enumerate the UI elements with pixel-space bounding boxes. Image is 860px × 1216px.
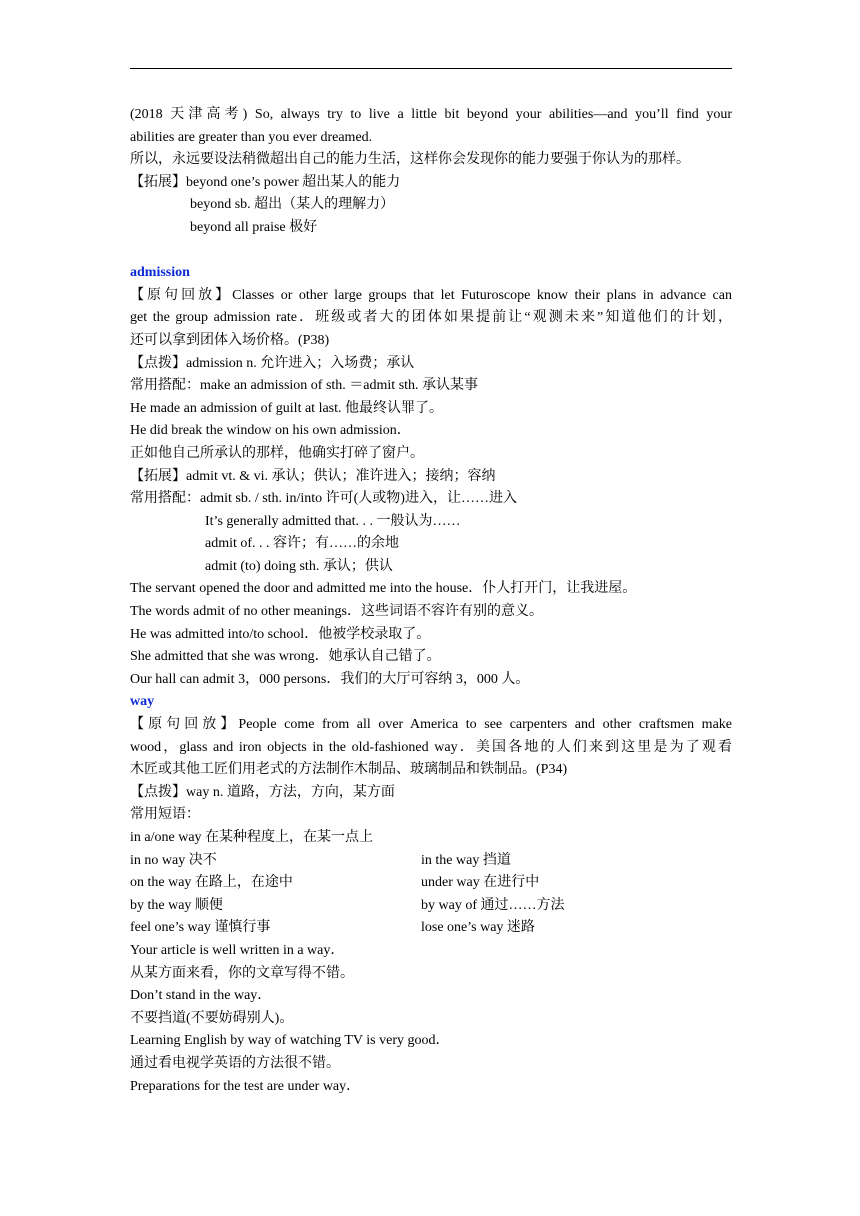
text-line: It’s generally admitted that. . . 一般认为…… bbox=[205, 513, 461, 529]
text-line: Your article is well written in a way． bbox=[130, 942, 345, 958]
text-line: 木匠或其他工匠们用老式的方法制作木制品、玻璃制品和铁制品。(P34) bbox=[130, 762, 568, 778]
text-line: 常用搭配：make an admission of sth. ＝admit sth. 承认某事 bbox=[130, 378, 479, 394]
text-line: 正如他自己所承认的那样，他确实打碎了窗户。 bbox=[130, 445, 424, 461]
text-line: get the group admission rate．班级或者大的团体如果提前让“观测未来”知道他们的计划， bbox=[130, 310, 732, 326]
text-line: She admitted that she was wrong．她承认自己错了。 bbox=[130, 649, 441, 665]
phrase-left: on the way 在路上，在途中 bbox=[130, 875, 293, 891]
text-line: (2018 天津高考) So, always try to live a little bit beyond your abilities—and you’ll find your bbox=[130, 107, 732, 122]
text-line: 还可以拿到团体入场价格。(P38) bbox=[130, 332, 330, 348]
text-line: 【原句回放】People come from all over America to see carpenters and other craftsmen make bbox=[130, 717, 732, 733]
document-body bbox=[130, 104, 732, 1098]
text-line: 【拓展】beyond one’s power 超出某人的能力 bbox=[130, 174, 401, 190]
phrase-right: under way 在进行中 bbox=[421, 875, 540, 891]
text-line: 常用搭配：admit sb. / sth. in/into 许可(人或物)进入，让……进入 bbox=[130, 491, 517, 507]
text-line: 【点拨】way n. 道路，方法，方向，某方面 bbox=[130, 784, 395, 800]
phrase-left: by the way 顺便 bbox=[130, 897, 223, 913]
text-line: The words admit of no other meanings．这些词语不容许有别的意义。 bbox=[130, 604, 543, 620]
phrase-right: in the way 挡道 bbox=[421, 852, 511, 868]
phrase-row bbox=[130, 850, 732, 873]
text-line: wood，glass and iron objects in the old-fashioned way．美国各地的人们来到这里是为了观看 bbox=[130, 739, 732, 755]
text-line: He did break the window on his own admission． bbox=[130, 423, 411, 439]
phrase-left: feel one’s way 谨慎行事 bbox=[130, 920, 271, 936]
text-line: 通过看电视学英语的方法很不错。 bbox=[130, 1055, 340, 1071]
text-line: 不要挡道(不要妨碍别人)。 bbox=[130, 1010, 294, 1026]
text-line: Our hall can admit 3，000 persons．我们的大厅可容纳 3，000 人。 bbox=[130, 671, 530, 687]
text-line: The servant opened the door and admitted me into the house．仆人打开门，让我进屋。 bbox=[130, 581, 637, 597]
text-line: Preparations for the test are under way． bbox=[130, 1078, 361, 1094]
section-heading-admission: admission bbox=[130, 265, 190, 281]
text-line: 【点拨】admission n. 允许进入；入场费；承认 bbox=[130, 355, 415, 371]
text-line: in a/one way 在某种程度上，在某一点上 bbox=[130, 830, 374, 845]
text-line: abilities are greater than you ever dreamed. bbox=[130, 129, 373, 145]
text-line: admit (to) doing sth. 承认；供认 bbox=[205, 558, 393, 574]
text-line: 常用短语： bbox=[130, 807, 200, 823]
text-line: 从某方面来看，你的文章写得不错。 bbox=[130, 965, 354, 981]
section-heading-way: way bbox=[130, 694, 155, 710]
text-line: 所以，永远要设法稍微超出自己的能力生活，这样你会发现你的能力要强于你认为的那样。 bbox=[130, 152, 690, 168]
phrase-row bbox=[130, 872, 732, 895]
text-line: He made an admission of guilt at last. 他最终认罪了。 bbox=[130, 400, 444, 416]
text-line: Don’t stand in the way． bbox=[130, 988, 272, 1004]
phrase-row bbox=[130, 895, 732, 918]
text-line: 【原句回放】Classes or other large groups that let Futuroscope know their plans in advance can bbox=[130, 287, 732, 303]
text-line: beyond sb. 超出（某人的理解力） bbox=[190, 197, 395, 213]
phrase-row bbox=[130, 917, 732, 940]
phrase-right: lose one’s way 迷路 bbox=[421, 920, 535, 936]
text-line: He was admitted into/to school．他被学校录取了。 bbox=[130, 626, 431, 642]
text-line: Learning English by way of watching TV is very good． bbox=[130, 1033, 450, 1049]
text-line: admit of. . . 容许；有……的余地 bbox=[205, 536, 400, 552]
phrase-left: in no way 决不 bbox=[130, 852, 217, 868]
blank-line bbox=[130, 240, 732, 263]
text-line: beyond all praise 极好 bbox=[190, 219, 318, 235]
header-rule bbox=[130, 68, 732, 69]
text-line: 【拓展】admit vt. & vi. 承认；供认；准许进入；接纳；容纳 bbox=[130, 468, 496, 484]
phrase-right: by way of 通过……方法 bbox=[421, 897, 565, 913]
